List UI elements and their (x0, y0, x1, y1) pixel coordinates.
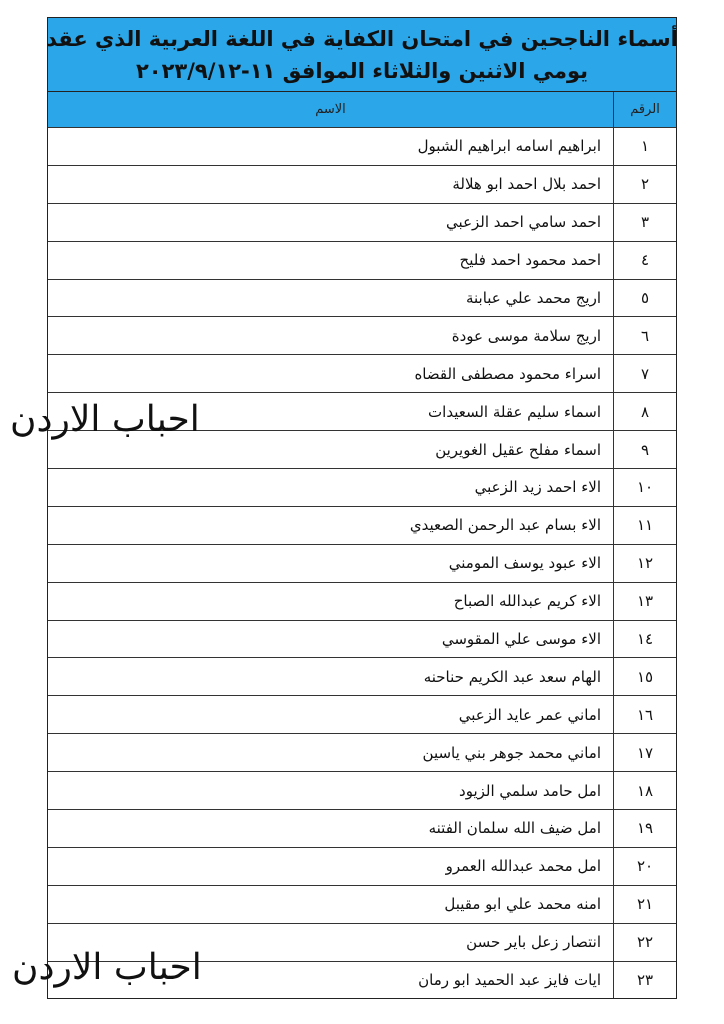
row-name: امل محمد عبدالله العمرو (48, 847, 614, 885)
row-number: ٢ (614, 165, 677, 203)
row-number: ١ (614, 128, 677, 166)
row-number: ١٠ (614, 469, 677, 507)
row-number: ١٩ (614, 810, 677, 848)
row-name: الاء موسى علي المقوسي (48, 620, 614, 658)
row-name: ابراهيم اسامه ابراهيم الشبول (48, 128, 614, 166)
row-name: ايات فايز عبد الحميد ابو رمان (48, 961, 614, 998)
row-number: ١٧ (614, 734, 677, 772)
row-name: اريج محمد علي عبابنة (48, 279, 614, 317)
row-name: الاء عبود يوسف المومني (48, 544, 614, 582)
table-row (48, 544, 676, 582)
row-name: اسماء سليم عقلة السعيدات (48, 393, 614, 431)
table-body (48, 128, 676, 999)
row-number: ١٣ (614, 582, 677, 620)
names-table (48, 92, 676, 998)
table-row (48, 317, 676, 355)
title-banner (48, 18, 676, 92)
title-line-1: أسماء الناجحين في امتحان الكفاية في اللغة العربية الذي عقد (46, 26, 678, 51)
row-name: الاء كريم عبدالله الصباح (48, 582, 614, 620)
row-number: ٥ (614, 279, 677, 317)
table-row (48, 734, 676, 772)
row-name: الاء احمد زيد الزعبي (48, 469, 614, 507)
row-name: اماني عمر عايد الزعبي (48, 696, 614, 734)
row-name: امنه محمد علي ابو مقيبل (48, 885, 614, 923)
row-name: احمد بلال احمد ابو هلالة (48, 165, 614, 203)
row-number: ١٢ (614, 544, 677, 582)
table-row (48, 165, 676, 203)
row-number: ٢١ (614, 885, 677, 923)
header-name: الاسم (48, 92, 614, 128)
row-name: اماني محمد جوهر بني ياسين (48, 734, 614, 772)
table-row (48, 469, 676, 507)
row-name: انتصار زعل باير حسن (48, 923, 614, 961)
table-row (48, 847, 676, 885)
table-row (48, 658, 676, 696)
row-name: الهام سعد عبد الكريم حناحنه (48, 658, 614, 696)
row-number: ١٦ (614, 696, 677, 734)
row-number: ٧ (614, 355, 677, 393)
row-number: ١١ (614, 506, 677, 544)
row-number: ٢٣ (614, 961, 677, 998)
row-name: امل ضيف الله سلمان الفتنه (48, 810, 614, 848)
table-header-row (48, 92, 676, 128)
row-number: ٩ (614, 431, 677, 469)
table-row (48, 620, 676, 658)
table-row (48, 506, 676, 544)
watermark-text: احباب الاردن (12, 947, 202, 988)
row-number: ٨ (614, 393, 677, 431)
table-row (48, 885, 676, 923)
table-row (48, 772, 676, 810)
title-line-2: يومي الاثنين والثلاثاء الموافق ١١-٢٠٢٣/٩/١٢ (135, 58, 589, 83)
table-row (48, 582, 676, 620)
row-number: ١٤ (614, 620, 677, 658)
table-row (48, 241, 676, 279)
table-row (48, 203, 676, 241)
row-number: ١٥ (614, 658, 677, 696)
row-number: ٢٠ (614, 847, 677, 885)
row-number: ٢٢ (614, 923, 677, 961)
table-row (48, 696, 676, 734)
row-name: احمد محمود احمد فليح (48, 241, 614, 279)
table-row (48, 355, 676, 393)
row-name: امل حامد سلمي الزيود (48, 772, 614, 810)
table-row (48, 810, 676, 848)
row-number: ٤ (614, 241, 677, 279)
row-name: اسماء مفلح عقيل الغويرين (48, 431, 614, 469)
row-number: ١٨ (614, 772, 677, 810)
row-name: اسراء محمود مصطفى القضاه (48, 355, 614, 393)
row-number: ٦ (614, 317, 677, 355)
row-name: الاء بسام عبد الرحمن الصعيدي (48, 506, 614, 544)
row-name: اريج سلامة موسى عودة (48, 317, 614, 355)
watermark-text: احباب الاردن (10, 399, 200, 440)
header-number: الرقم (614, 92, 677, 128)
results-sheet (47, 17, 677, 999)
row-name: احمد سامي احمد الزعبي (48, 203, 614, 241)
row-number: ٣ (614, 203, 677, 241)
table-row (48, 128, 676, 166)
table-row (48, 279, 676, 317)
